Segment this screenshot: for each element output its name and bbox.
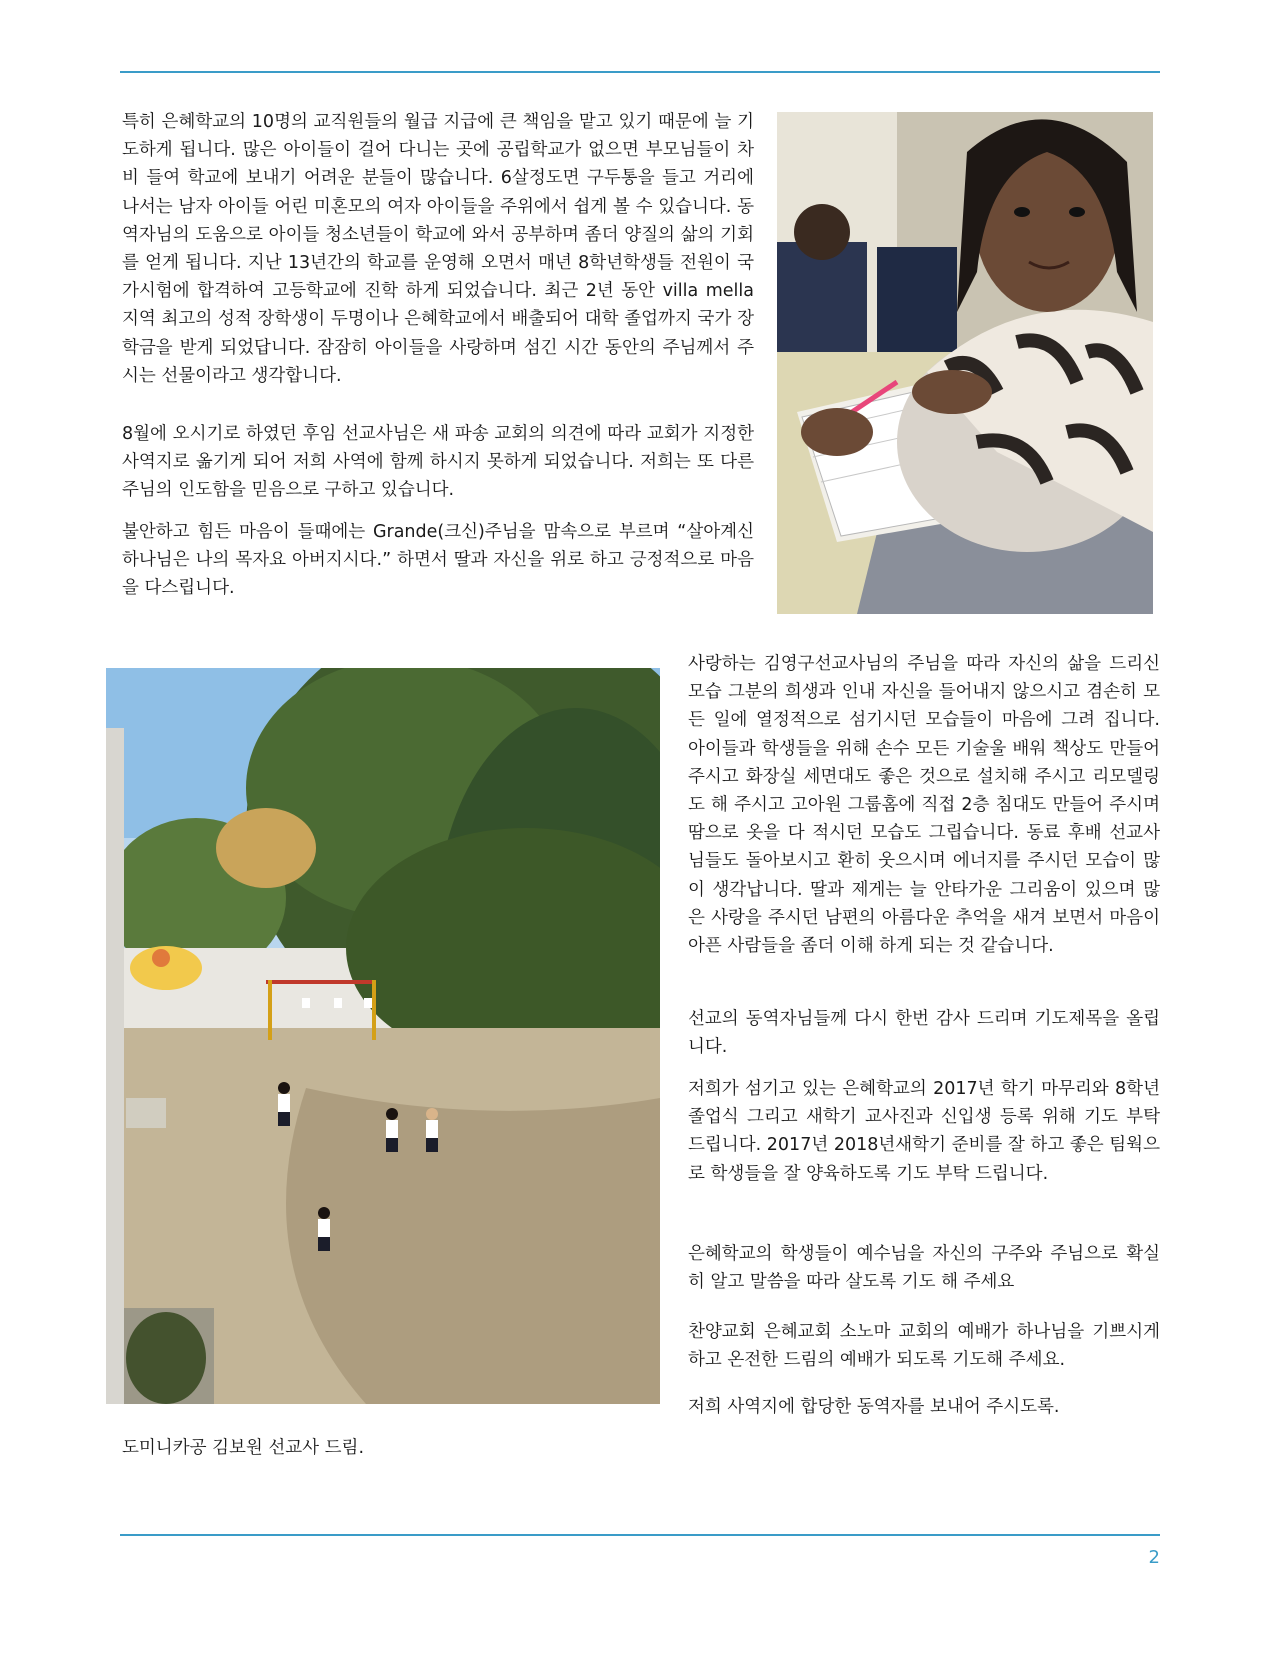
paragraph-prayer-school: 저희가 섬기고 있는 은혜학교의 2017년 학기 마무리와 8학년 졸업식 그리고 새학기 교사진과 신입생 등록 위해 기도 부탁 드립니다. 2017년 2018년새학기 준비를 잘 하고 좋은 팀웍으로 학생들을 잘 양육하도록 기도 부탁 드립니다. — [688, 1079, 1160, 1184]
footer-rule — [120, 1534, 1160, 1536]
paragraph-prayer-coworker: 저희 사역지에 합당한 동역자를 보내어 주시도록. — [688, 1397, 1060, 1417]
photo-girl-writing — [777, 112, 1153, 614]
paragraph-comfort: 불안하고 힘든 마음이 들때에는 Grande(크신)주님을 맘속으로 부르며 “살아계신 하나님은 나의 목자요 아버지시다.” 하면서 딸과 자신을 위로 하고 긍정적으로 마음을 다스립니다. — [122, 522, 754, 599]
paragraph-prayer-churches: 찬양교회 은혜교회 소노마 교회의 예배가 하나님을 기쁘시게 하고 온전한 드림의 예배가 되도록 기도해 주세요. — [688, 1322, 1160, 1371]
header-rule — [120, 71, 1160, 73]
photo-schoolyard — [106, 668, 660, 1404]
paragraph-thanks: 선교의 동역자님들께 다시 한번 감사 드리며 기도제목을 올립니다. — [688, 1009, 1160, 1058]
paragraph-prayer-students: 은혜학교의 학생들이 예수님을 자신의 구주와 주님으로 확실히 알고 말씀을 따라 살도록 기도 해 주세요 — [688, 1244, 1160, 1293]
page-number: 2 — [1148, 1547, 1160, 1568]
signature: 도미니카공 김보원 선교사 드림. — [122, 1438, 365, 1458]
paragraph-salary: 특히 은혜학교의 10명의 교직원들의 월급 지급에 큰 책임을 맡고 있기 때문에 늘 기도하게 됩니다. 많은 아이들이 걸어 다니는 곳에 공립학교가 없으면 부모님들이 차비 들여 학교에 보내기 어려운 분들이 많습니다. 6살정도면 구두통을 들고 거리에 나서는 남자 아이들 어린 미혼모의 여자 아이들을 주위에서 쉽게 볼 수 있습니다. 동역자님의 도움으로 아이들 청소년들이 학교에 와서 공부하며 좀더 양질의 삶의 기회를 얻게 됩니다. 지난 13년간의 학교를 운영해 오면서 매년 8학년학생들 전원이 국가시험에 합격하여 고등학교에 진학 하게 되었습니다. 최근 2년 동안 villa mella 지역 최고의 성적 장학생이 두명이나 은혜학교에서 배출되어 대학 졸업까지 국가 장학금을 받게 되었답니다. 잠잠히 아이들을 사랑하며 섬긴 시간 동안의 주님께서 주시는 선물이라고 생각합니다. — [122, 112, 754, 386]
paragraph-tribute: 사랑하는 김영구선교사님의 주님을 따라 자신의 삶을 드리신 모습 그분의 희생과 인내 자신을 들어내지 않으시고 겸손히 모든 일에 열정적으로 섬기시던 모습들이 마음에 그려 집니다. 아이들과 학생들을 위해 손수 모든 기술울 배워 책상도 만들어 주시고 화장실 세면대도 좋은 것으로 설치해 주시고 리모델링도 해 주시고 고아원 그룹홈에 직접 2층 침대도 만들어 주시며 땀으로 옷을 다 적시던 모습도 그립습니다. 동료 후배 선교사님들도 돌아보시고 환히 웃으시며 에너지를 주시던 모습이 많이 생각납니다. 딸과 제게는 늘 안타가운 그리움이 있으며 많은 사랑을 주시던 남편의 아름다운 추억을 새겨 보면서 마음이 아픈 사람들을 좀더 이해 하게 되는 것 같습니다. — [688, 654, 1160, 957]
paragraph-successor: 8월에 오시기로 하였던 후임 선교사님은 새 파송 교회의 의견에 따라 교회가 지정한 사역지로 옮기게 되어 저희 사역에 함께 하시지 못하게 되었습니다. 저희는 또 다른 주님의 인도함을 믿음으로 구하고 있습니다. — [122, 424, 754, 501]
